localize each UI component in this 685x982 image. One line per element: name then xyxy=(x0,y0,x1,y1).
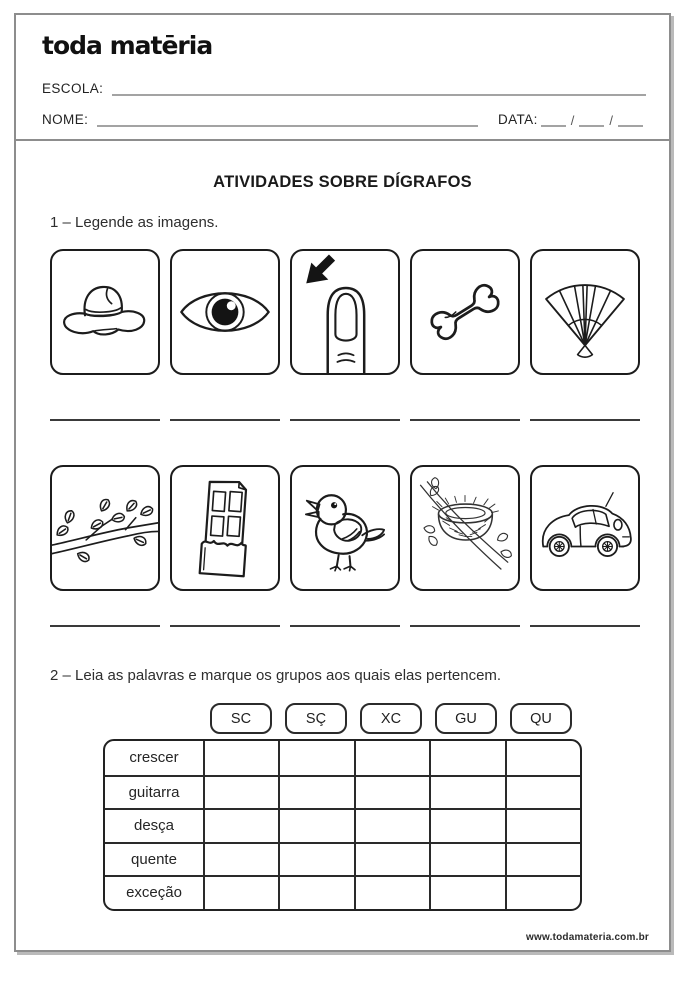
page-title: ATIVIDADES SOBRE DÍGRAFOS xyxy=(213,173,472,191)
answer-cell[interactable] xyxy=(429,808,504,842)
image-card-branch xyxy=(50,465,160,591)
answer-line[interactable] xyxy=(530,625,640,627)
answer-cell[interactable] xyxy=(278,808,353,842)
school-field-row xyxy=(42,81,646,96)
image-card-bird xyxy=(290,465,400,591)
image-card-bone xyxy=(410,249,520,375)
answer-cell[interactable] xyxy=(203,775,278,809)
answer-cell[interactable] xyxy=(505,741,580,775)
website-url: www.todamateria.com.br xyxy=(526,932,649,943)
answer-cell[interactable] xyxy=(203,741,278,775)
answer-cell[interactable] xyxy=(354,875,429,909)
nest-icon xyxy=(412,470,518,586)
answer-cell[interactable] xyxy=(429,741,504,775)
eye-icon xyxy=(176,277,274,347)
table-row xyxy=(105,775,580,809)
word-cell: quente xyxy=(105,842,203,876)
image-card-hat xyxy=(50,249,160,375)
answer-cell[interactable] xyxy=(429,842,504,876)
bird-icon xyxy=(295,476,395,580)
word-cell: exceção xyxy=(105,875,203,909)
question2-prompt: 2 – Leia as palavras e marque os grupos aos quais elas pertencem. xyxy=(50,667,502,684)
answer-cell[interactable] xyxy=(278,741,353,775)
answer-cell[interactable] xyxy=(505,842,580,876)
word-cell: guitarra xyxy=(105,775,203,809)
answer-lines-row-1 xyxy=(50,419,669,421)
answer-line[interactable] xyxy=(170,419,280,421)
table-row xyxy=(105,741,580,775)
answer-line[interactable] xyxy=(530,419,640,421)
question1-prompt: 1 – Legende as imagens. xyxy=(50,214,219,231)
group-pill-sc: SC xyxy=(210,703,272,734)
date-slash: / xyxy=(570,113,575,128)
header xyxy=(16,15,669,141)
answer-cell[interactable] xyxy=(505,808,580,842)
branch-with-leaves-icon xyxy=(52,473,158,583)
answer-line[interactable] xyxy=(290,419,400,421)
group-pill-qu: QU xyxy=(510,703,572,734)
answer-cell[interactable] xyxy=(429,875,504,909)
table-row xyxy=(105,808,580,842)
group-pill-sç: SÇ xyxy=(285,703,347,734)
digraph-group-row xyxy=(210,703,669,734)
hand-fan-icon xyxy=(534,264,636,360)
answer-line[interactable] xyxy=(170,625,280,627)
brand-logo: toda matēria xyxy=(42,31,213,60)
image-row-2 xyxy=(50,465,669,591)
answer-cell[interactable] xyxy=(278,842,353,876)
date-day-line[interactable] xyxy=(541,113,566,127)
answer-cell[interactable] xyxy=(505,875,580,909)
worksheet-page xyxy=(14,13,671,952)
answer-cell[interactable] xyxy=(354,741,429,775)
answer-line[interactable] xyxy=(410,419,520,421)
chocolate-bar-icon xyxy=(179,472,271,584)
answer-cell[interactable] xyxy=(354,842,429,876)
answer-cell[interactable] xyxy=(429,775,504,809)
image-card-nest xyxy=(410,465,520,591)
bone-icon xyxy=(416,263,514,361)
group-pill-gu: GU xyxy=(435,703,497,734)
table-row xyxy=(105,842,580,876)
date-fields xyxy=(538,112,646,127)
answer-cell[interactable] xyxy=(203,875,278,909)
date-month-line[interactable] xyxy=(579,113,604,127)
image-card-eye xyxy=(170,249,280,375)
answer-lines-row-2 xyxy=(50,625,669,627)
name-label: NOME: xyxy=(42,112,89,127)
date-year-line[interactable] xyxy=(618,113,643,127)
image-card-fingernail xyxy=(290,249,400,375)
group-pill-xc: XC xyxy=(360,703,422,734)
answer-cell[interactable] xyxy=(203,842,278,876)
image-card-chocolate xyxy=(170,465,280,591)
fingernail-icon xyxy=(297,253,393,373)
image-card-car xyxy=(530,465,640,591)
name-date-row xyxy=(42,112,646,127)
date-slash: / xyxy=(609,113,613,128)
answer-cell[interactable] xyxy=(203,808,278,842)
answer-line[interactable] xyxy=(50,419,160,421)
name-input-line[interactable] xyxy=(97,113,478,127)
answer-cell[interactable] xyxy=(354,808,429,842)
answer-cell[interactable] xyxy=(278,875,353,909)
beetle-car-icon xyxy=(532,484,638,572)
date-label: DATA: xyxy=(497,112,538,127)
school-label: ESCOLA: xyxy=(42,81,104,96)
word-cell: desça xyxy=(105,808,203,842)
worksheet-body xyxy=(16,173,669,982)
answer-cell[interactable] xyxy=(354,775,429,809)
answer-line[interactable] xyxy=(50,625,160,627)
answer-cell[interactable] xyxy=(278,775,353,809)
answer-line[interactable] xyxy=(290,625,400,627)
words-table xyxy=(103,739,582,911)
table-row xyxy=(105,875,580,909)
image-card-fan xyxy=(530,249,640,375)
image-row-1 xyxy=(50,249,669,375)
school-input-line[interactable] xyxy=(112,82,646,96)
answer-line[interactable] xyxy=(410,625,520,627)
cowboy-hat-icon xyxy=(55,266,155,358)
word-cell: crescer xyxy=(129,749,179,767)
answer-cell[interactable] xyxy=(505,775,580,809)
